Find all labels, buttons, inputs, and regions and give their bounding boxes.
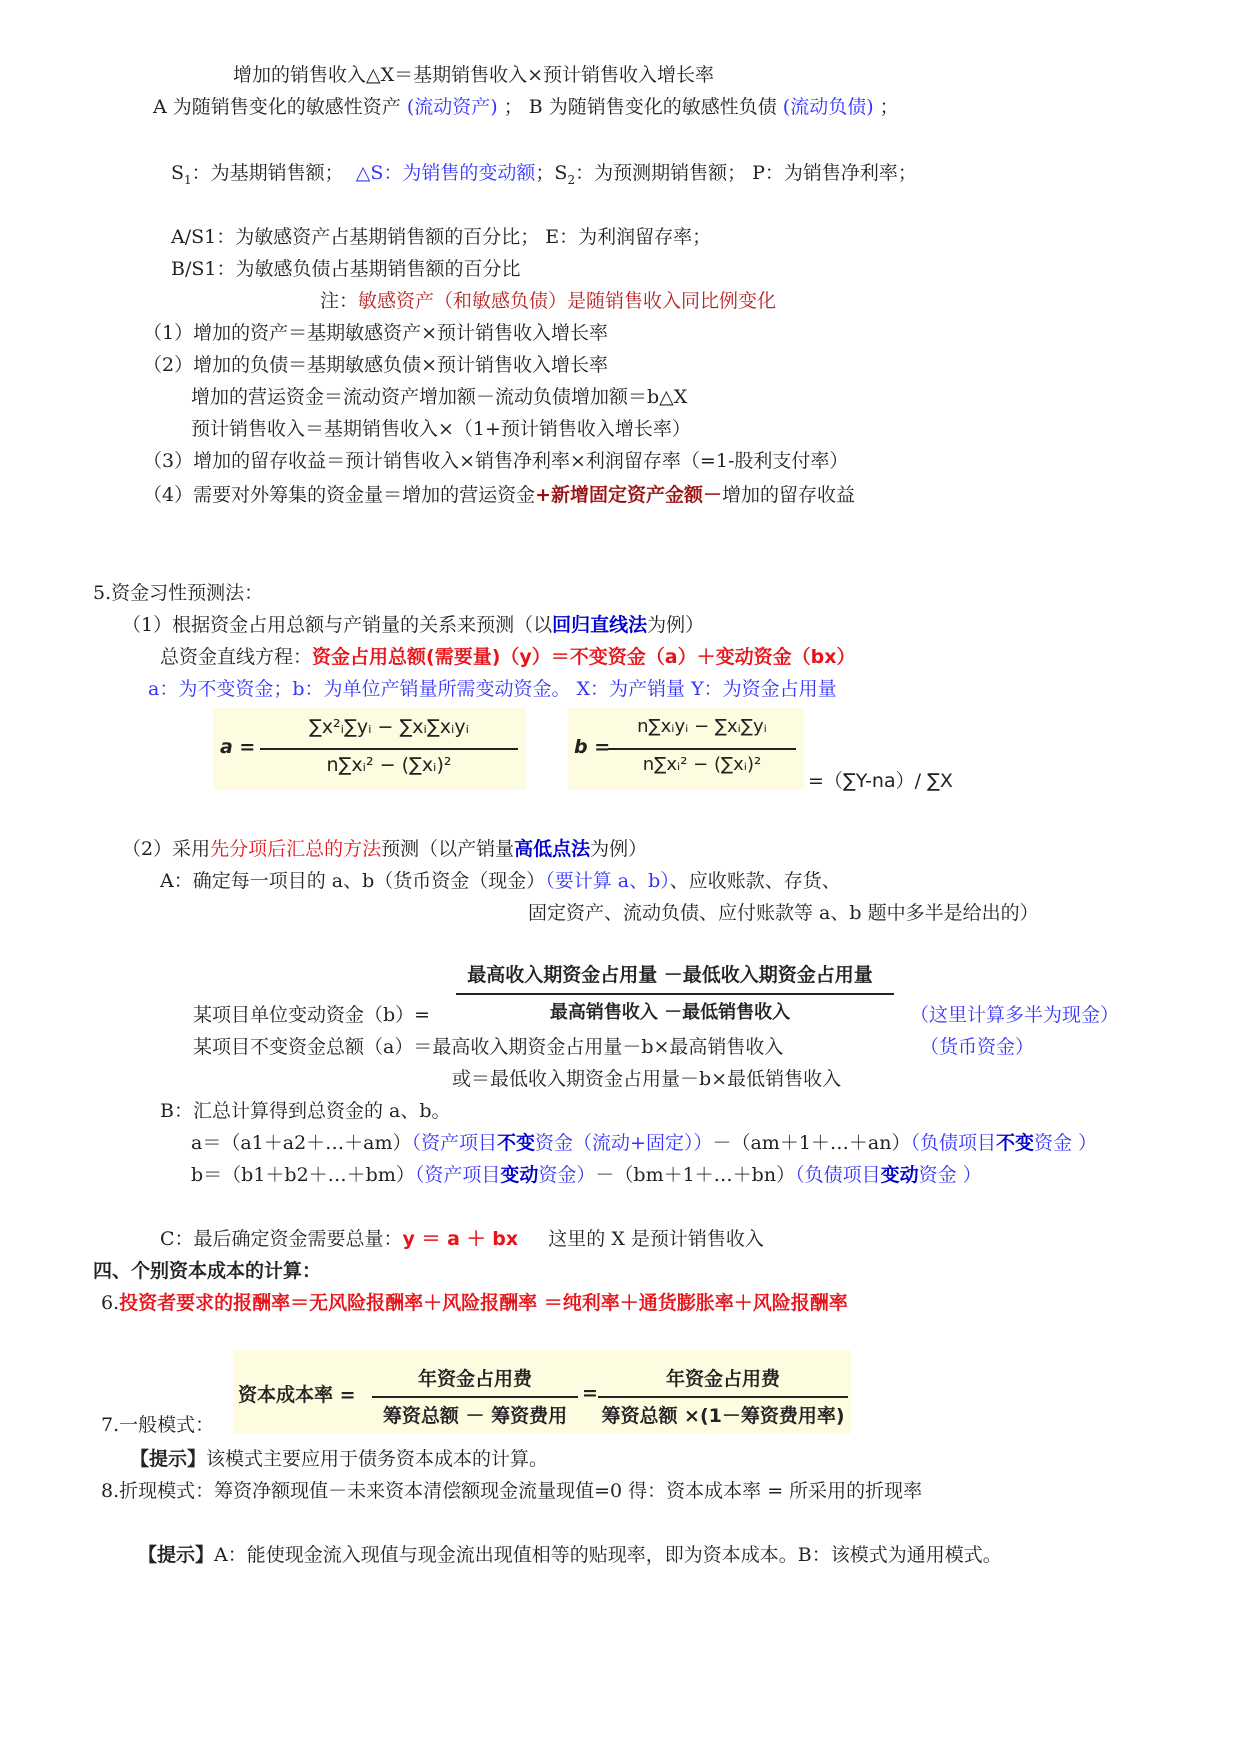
note-line [320,288,776,314]
tip-2 [138,1542,1002,1568]
s2-label: ；S [535,162,568,184]
line-eq-formula: 资金占用总额(需要量)（y）＝不变资金（a）＋变动资金（bx） [312,646,856,668]
cost-den-2: 筹资总额 ×(1－筹资费用率) [601,1405,845,1427]
section-4-title: 四、个别资本成本的计算： [93,1260,322,1282]
sum-a-1: a＝（a1＋a2＋…＋am） [191,1132,412,1154]
required-return [101,1290,848,1316]
hl-a: （2）采用 [122,838,211,860]
cost-num-1: 年资金占用费 [417,1368,532,1390]
fixed-capital-2: 或＝最低收入期资金占用量－b×最低销售收入 [452,1068,842,1090]
tip-2-text: A：能使现金流入现值与现金流出现值相等的贴现率，即为资本成本。B：该模式为通用模式。 [214,1544,1002,1566]
regression-intro [122,612,704,638]
sum-a-7: 不变 [995,1132,1034,1154]
rr-formula: 投资者要求的报酬率＝无风险报酬率＋风险报酬率 ＝纯利率＋通货膨胀率＋风险报酬率 [119,1292,848,1314]
step-a-3: 、应收账款、存货、 [669,870,841,892]
item-4-b: +新增固定资产金额－ [535,484,723,506]
current-assets: (流动资产) [406,96,498,118]
semicolon: ； [879,96,899,118]
fixed-capital-1: 某项目不变资金总额（a）＝最高收入期资金占用量－b×最高销售收入 [193,1036,784,1058]
formula-b-bar [608,748,796,750]
forecast-sales: 预计销售收入＝基期销售收入×（1+预计销售收入增长率） [191,418,691,440]
item-4 [143,482,855,508]
growth-formula: 增加的销售收入△X＝基期销售收入×预计销售收入增长率 [233,64,715,86]
tip-1-text: 该模式主要应用于债务资本成本的计算。 [206,1448,549,1470]
regression-a: （1）根据资金占用总额与产销量的关系来预测（以 [122,614,553,636]
step-a-2: （要计算 a、b） [545,870,670,892]
s2-sub: 2 [567,172,576,187]
formula-b-alt: =（∑Y-na）/ ∑X [808,770,953,792]
sum-b-5: －（bm＋1＋…＋bn） [595,1164,796,1186]
sum-b [191,1162,982,1188]
high-low-intro [122,836,647,862]
s1-label: S [171,162,185,184]
sum-a-3: 不变 [497,1132,536,1154]
cost-den-1: 筹资总额 － 筹资费用 [382,1405,568,1427]
delta-s-def: △S：为销售的变动额 [355,162,536,184]
tip-2-label: 【提示】 [138,1544,215,1566]
formula-b-num: n∑xᵢyᵢ − ∑xᵢ∑yᵢ [637,716,767,737]
general-model: 7.一般模式： [101,1414,215,1436]
note-label: 注： [320,290,359,312]
sum-a-6: （负债项目 [910,1132,996,1154]
step-b: B：汇总计算得到总资金的 a、b。 [160,1100,451,1122]
cost-bar-2 [598,1396,848,1398]
sum-b-2: （资产项目 [414,1164,501,1186]
step-a-line1 [160,868,841,894]
formula-b-den: n∑xᵢ² − (∑xᵢ)² [642,754,762,775]
tip-1 [130,1446,548,1472]
step-a-line2: 固定资产、流动负债、应付账款等 a、b 题中多半是给出的） [528,902,1039,924]
hl-c: 预测（以产销量 [381,838,515,860]
step-a-1: A：确定每一项目的 a、b（货币资金（现金） [160,870,546,892]
unit-frac-bar [456,993,894,995]
s1-def: ：为基期销售额； [191,162,344,184]
sum-a-4: 资金（流动+固定）） [535,1132,713,1154]
cost-num-2: 年资金占用费 [665,1368,780,1390]
s1-sub: 1 [184,172,192,187]
asset-def: A 为随销售变化的敏感性资产 [153,96,401,118]
section-5-title: 5.资金习性预测法： [93,582,264,604]
unit-variable-note: （这里计算多半为现金） [910,1004,1120,1026]
sales-definitions [171,160,917,193]
unit-frac-den: 最高销售收入 －最低销售收入 [549,1002,791,1023]
formula-a-bar [260,748,518,750]
liab-def: ； B 为随销售变化的敏感性负债 [503,96,777,118]
sum-b-8: 资金 ） [918,1164,982,1186]
sum-a-2: （资产项目 [411,1132,498,1154]
discount-model: 8.折现模式：筹资净额现值－未来资本清偿额现金流量现值=0 得：资本成本率 = 所采用的折现率 [101,1480,923,1502]
hl-e: 为例） [590,838,648,860]
cost-lhs: 资本成本率 = [238,1384,356,1406]
rr-num: 6. [101,1292,120,1314]
sum-b-3: 变动 [500,1164,539,1186]
note-text: 敏感资产（和敏感负债）是随销售收入同比例变化 [358,290,777,312]
sum-a-5: －（am＋1＋…＋an） [712,1132,911,1154]
current-liabilities: (流动负债) [782,96,874,118]
formula-b-lhs: b = [574,736,611,758]
cost-bar-1 [372,1396,578,1398]
item-4-c: 增加的留存收益 [722,484,856,506]
s2-def: ：为预测期销售额； P：为销售净利率； [575,162,917,184]
item-1: （1）增加的资产＝基期敏感资产×预计销售收入增长率 [143,322,609,344]
sum-b-1: b＝（b1＋b2＋…＋bm） [191,1164,415,1186]
formula-a-den: n∑xᵢ² − (∑xᵢ)² [326,754,452,776]
sum-a [191,1130,1097,1156]
item-4-a: （4）需要对外筹集的资金量＝增加的营运资金 [143,484,536,506]
line-eq-label: 总资金直线方程： [160,646,313,668]
working-capital: 增加的营运资金＝流动资产增加额－流动负债增加额＝b△X [191,386,688,408]
regression-c: 为例） [647,614,705,636]
as1-def: A/S1：为敏感资产占基期销售额的百分比； E：为利润留存率； [171,226,712,248]
step-c-note: 这里的 X 是预计销售收入 [548,1228,764,1250]
step-c-label: C：最后确定资金需要总量： [160,1228,403,1250]
line-equation [160,644,855,670]
item-3: （3）增加的留存收益＝预计销售收入×销售净利率×利润留存率（=1-股利支付率） [143,450,849,472]
sum-b-4: 资金） [538,1164,596,1186]
hl-method: 先分项后汇总的方法 [210,838,382,860]
step-c-formula: y ＝ a ＋ bx [402,1228,519,1250]
sum-b-7: 变动 [880,1164,919,1186]
sensitivity-definitions [153,94,899,120]
fixed-capital-note: （货币资金） [920,1036,1035,1058]
variable-defs: a：为不变资金；b：为单位产销量所需变动资金。 X：为产销量 Y：为资金占用量 [148,678,837,700]
hl-point: 高低点法 [514,838,591,860]
bs1-def: B/S1：为敏感负债占基期销售额的百分比 [171,258,521,280]
regression-method: 回归直线法 [552,614,648,636]
sum-a-8: 资金 ） [1034,1132,1098,1154]
cost-eq: = [582,1382,598,1404]
unit-frac-num: 最高收入期资金占用量 －最低收入期资金占用量 [467,964,873,986]
item-2: （2）增加的负债＝基期敏感负债×预计销售收入增长率 [143,354,609,376]
formula-a-num: ∑x²ᵢ∑yᵢ − ∑xᵢ∑xᵢyᵢ [308,716,470,738]
sum-b-6: （负债项目 [795,1164,881,1186]
tip-1-label: 【提示】 [130,1448,207,1470]
step-c [160,1226,764,1252]
formula-a-lhs: a = [220,736,256,758]
unit-variable-label: 某项目单位变动资金（b）= [193,1004,431,1026]
